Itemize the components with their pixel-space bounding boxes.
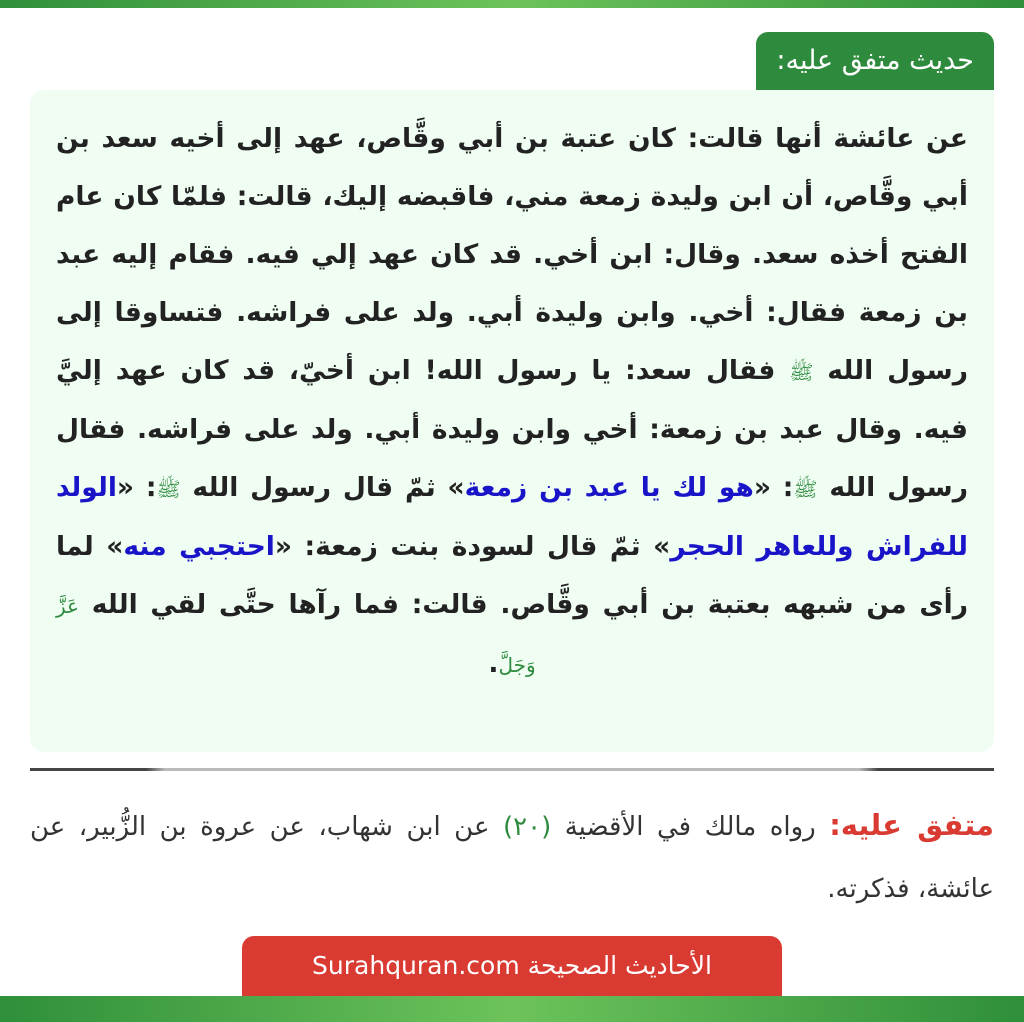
hadith-type-label: حديث متفق عليه: — [756, 32, 994, 90]
hadith-segment-text: : « — [116, 472, 157, 503]
hadith-segment-text: » ثمّ قال لسودة بنت زمعة: « — [274, 531, 671, 562]
source-citation — [30, 794, 994, 920]
source-text-before: رواه مالك في الأقضية — [551, 812, 830, 842]
hadith-segment-salutation: ﷺ — [793, 477, 818, 501]
source-text-after: عن ابن شهاب، عن عروة بن الزُّبير، عن عائشة، فذكرته. — [30, 812, 994, 904]
hadith-grade: متفق عليه: — [829, 808, 994, 842]
hadith-segment-text: عن عائشة أنها قالت: كان عتبة بن أبي وقَّاص، عهد إلى أخيه سعد بن أبي وقَّاص، أن ابن وليدة زمعة مني، فاقبضه إليك، قالت: فلمّا كان عام الفتح أخذه سعد. وقال: ابن أخي. قد كان عهد إلي فيه. فقام إليه عبد بن زمعة فقال: أخي. وابن وليدة أبي. ولد على فراشه. فتساوقا إلى رسول الله — [56, 123, 968, 386]
site-link-button[interactable]: الأحاديث الصحيحة Surahquran.com — [242, 936, 782, 996]
hadith-text-box — [30, 90, 994, 752]
hadith-segment-salutation: عَزَّ وَجَلَّ — [56, 594, 536, 677]
hadith-segment-text: فقال سعد: يا رسول الله! ابن أخيّ، قد كان عهد إليَّ فيه. وقال عبد بن زمعة: أخي وابن وليدة أبي. ولد على فراشه. فقال رسول الله — [56, 355, 968, 503]
hadith-segment-text: . — [488, 648, 499, 679]
section-divider — [30, 768, 994, 771]
source-reference-number: (٢٠) — [502, 812, 552, 842]
hadith-text — [56, 110, 968, 694]
hadith-segment-text: » لما رأى من شبهه بعتبة بن أبي وقَّاص. قالت: فما رآها حتَّى لقي الله — [56, 531, 968, 620]
top-decorative-bar — [0, 0, 1024, 8]
hadith-segment-salutation: ﷺ — [156, 477, 181, 501]
hadith-segment-text: : « — [753, 472, 794, 503]
bottom-decorative-bar — [0, 996, 1024, 1022]
hadith-segment-quote: هو لك يا عبد بن زمعة — [464, 472, 754, 503]
hadith-segment-quote: احتجبي منه — [123, 531, 275, 562]
hadith-segment-text: » ثمّ قال رسول الله — [180, 472, 465, 503]
hadith-segment-quote: الولد للفراش وللعاهر الحجر — [56, 472, 968, 562]
hadith-segment-salutation: ﷺ — [789, 360, 814, 384]
